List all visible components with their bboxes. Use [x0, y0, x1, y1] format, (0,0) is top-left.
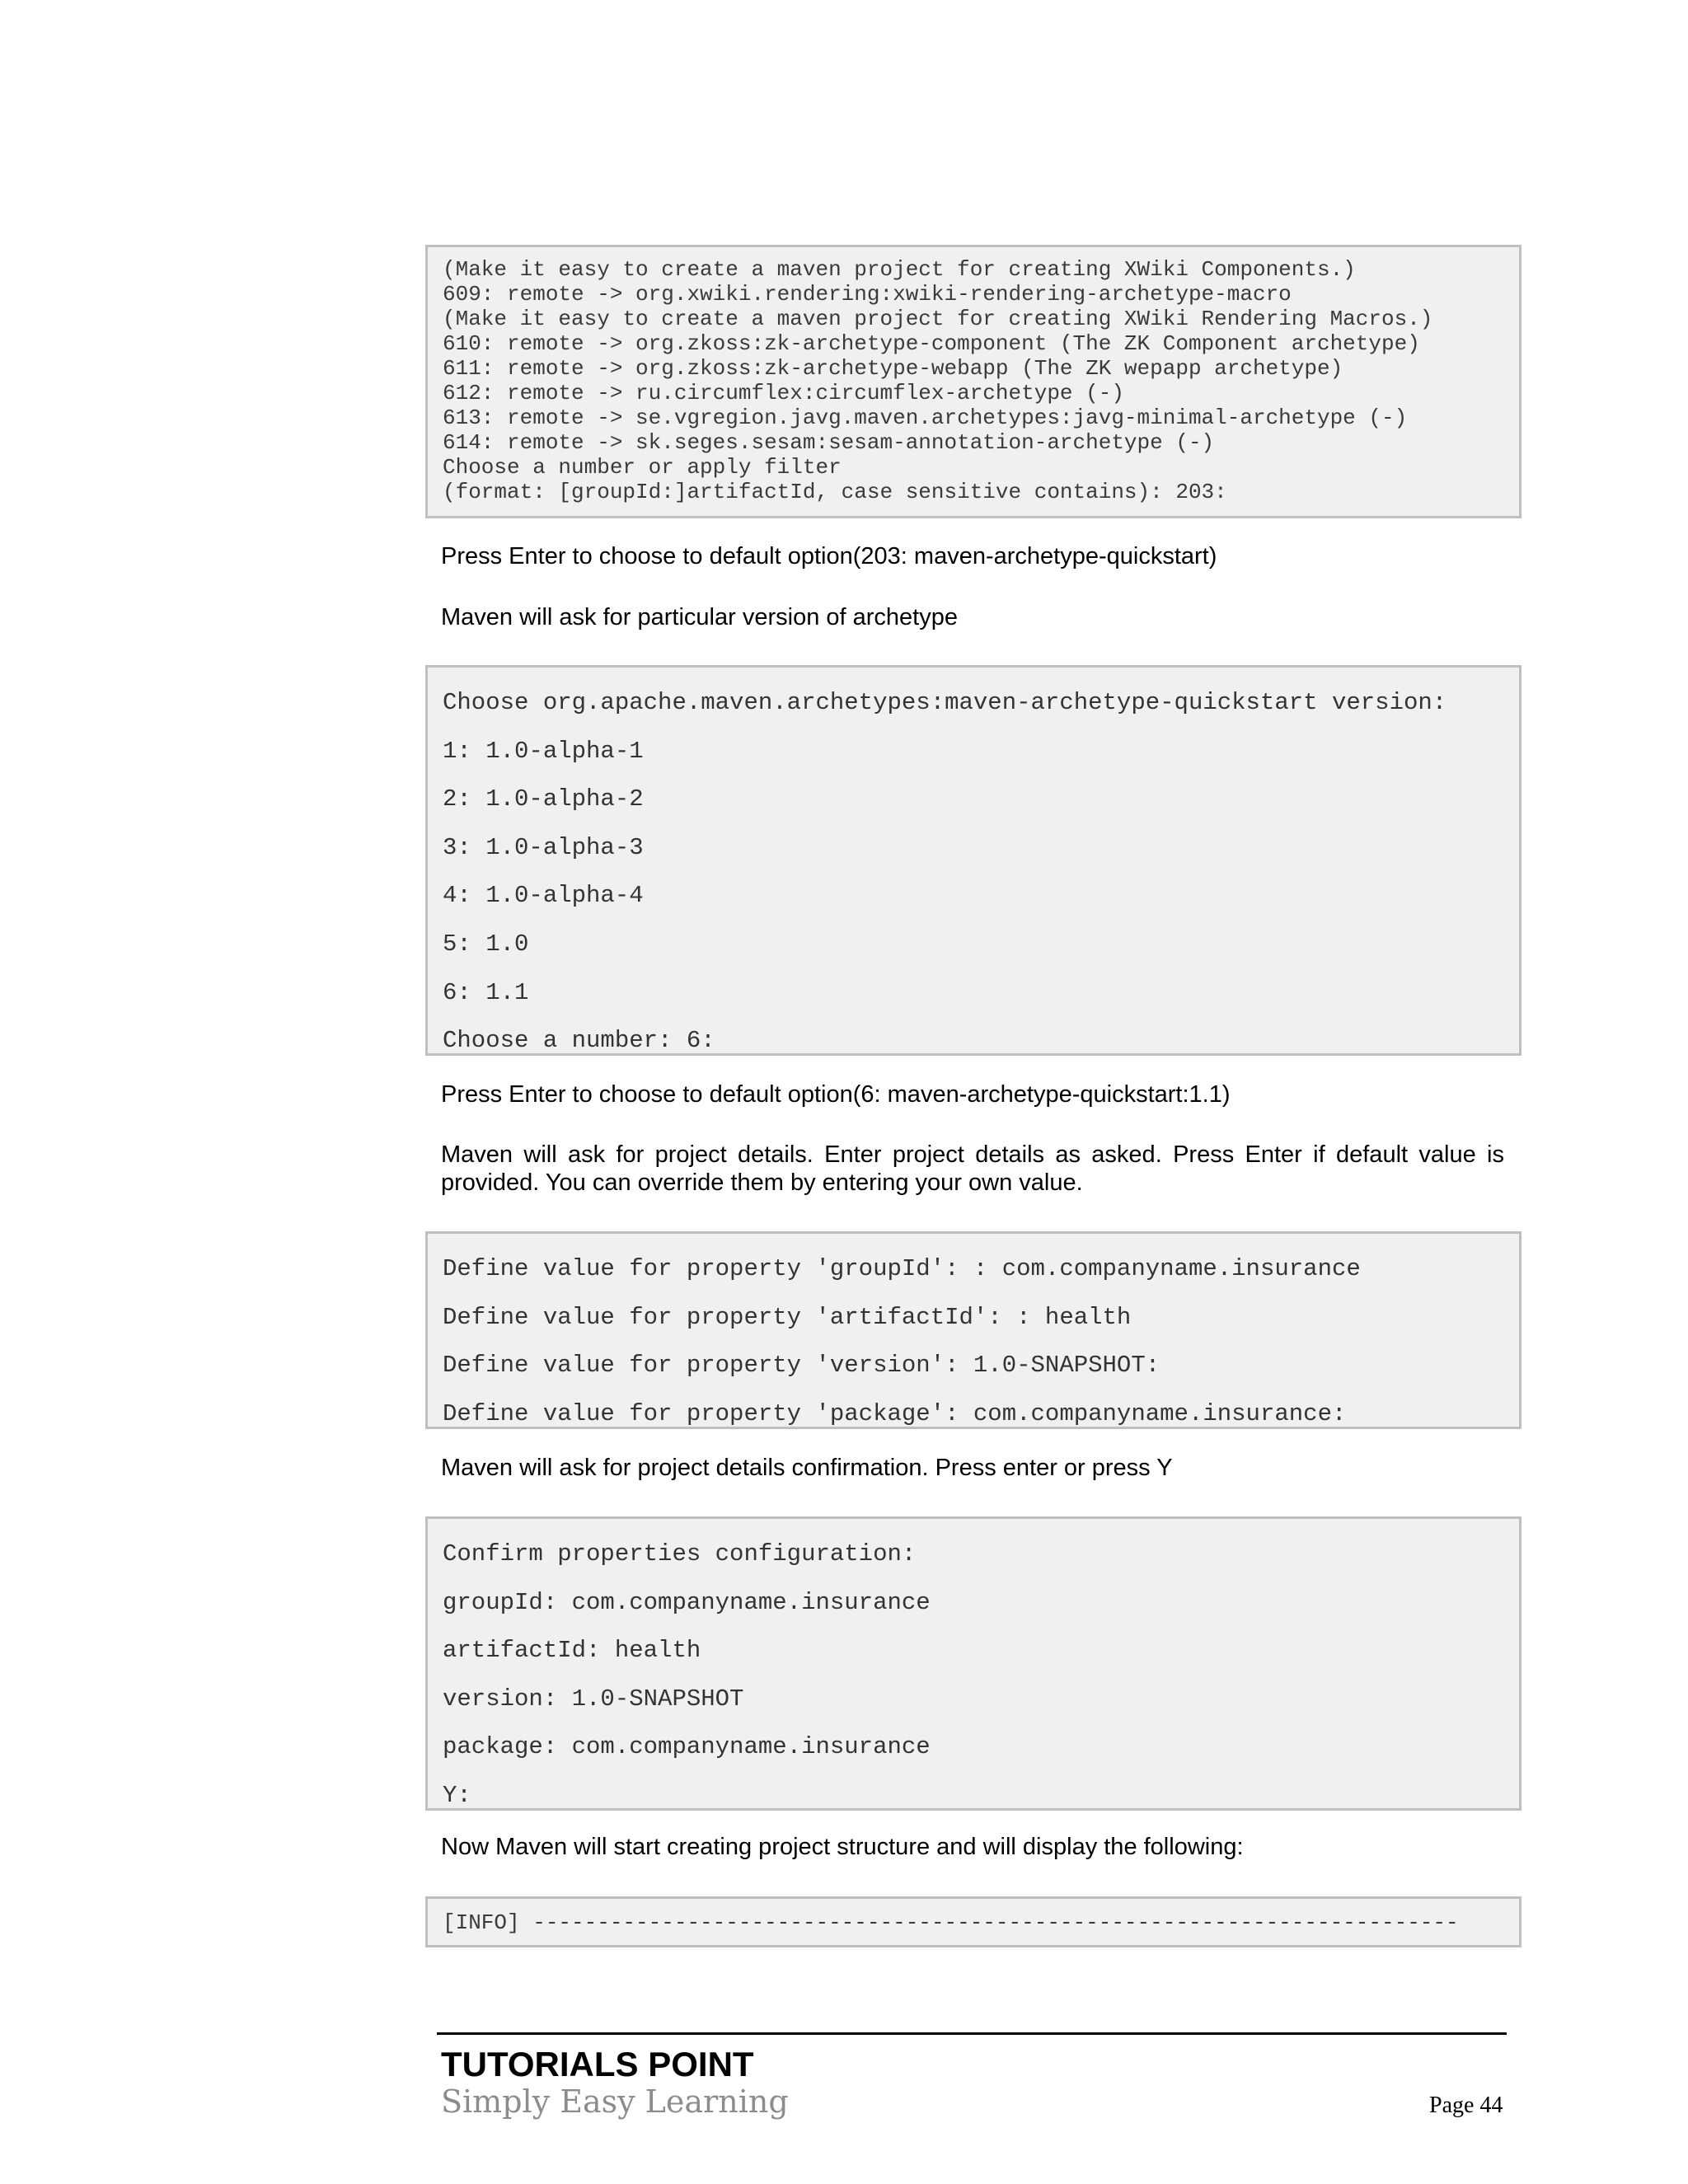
code-line: 611: remote -> org.zkoss:zk-archetype-webapp (The ZK wepapp archetype) [443, 356, 1343, 381]
code-line: 4: 1.0-alpha-4 [443, 882, 644, 910]
code-line: 2: 1.0-alpha-2 [443, 785, 644, 813]
code-line: [INFO] ------------------------------------------------------------------------ [443, 1910, 1459, 1935]
code-line: 5: 1.0 [443, 930, 529, 958]
code-line: 610: remote -> org.zkoss:zk-archetype-component (The ZK Component archetype) [443, 331, 1420, 356]
paragraph-confirmation: Maven will ask for project details confirmation. Press enter or press Y [441, 1455, 1173, 1481]
code-line: 609: remote -> org.xwiki.rendering:xwiki-rendering-archetype-macro [443, 282, 1292, 307]
code-block-confirmation [425, 1516, 1522, 1811]
page-number: Page 44 [1429, 2093, 1503, 2118]
code-line: package: com.companyname.insurance [443, 1733, 931, 1761]
paragraph-default-version: Press Enter to choose to default option(6: maven-archetype-quickstart:1.1) [441, 1081, 1231, 1108]
code-line: groupId: com.companyname.insurance [443, 1588, 931, 1616]
code-line: Define value for property 'groupId': : com.companyname.insurance [443, 1255, 1361, 1282]
paragraph-default-archetype: Press Enter to choose to default option(203: maven-archetype-quickstart) [441, 543, 1217, 569]
paragraph-ask-version: Maven will ask for particular version of archetype [441, 604, 958, 630]
code-block-archetype-list [425, 245, 1522, 518]
code-line: artifactId: health [443, 1637, 701, 1665]
code-line: 3: 1.0-alpha-3 [443, 833, 644, 861]
code-line: Define value for property 'version': 1.0-SNAPSHOT: [443, 1352, 1160, 1380]
code-line: 613: remote -> se.vgregion.javg.maven.archetypes:javg-minimal-archetype (-) [443, 405, 1408, 430]
code-line: Define value for property 'artifactId': : health [443, 1303, 1132, 1331]
footer-brand: TUTORIALS POINT [441, 2045, 754, 2083]
paragraph-project-details: Maven will ask for project details. Enter project details as asked. Press Enter if default value is provided. You can override them by entering your own value. [441, 1141, 1504, 1196]
code-block-info-output [425, 1896, 1522, 1947]
footer-divider [437, 2032, 1507, 2035]
code-line: Choose a number or apply filter [443, 455, 842, 480]
code-line: 612: remote -> ru.circumflex:circumflex-archetype (-) [443, 381, 1124, 405]
code-block-version-choice [425, 665, 1522, 1056]
paragraph-project-structure: Now Maven will start creating project structure and will display the following: [441, 1834, 1244, 1860]
code-block-project-details [425, 1231, 1522, 1429]
code-line: 1: 1.0-alpha-1 [443, 737, 644, 765]
code-line: Choose org.apache.maven.archetypes:maven-archetype-quickstart version: [443, 689, 1447, 716]
footer-tagline: Simply Easy Learning [441, 2083, 789, 2120]
code-line: 614: remote -> sk.seges.sesam:sesam-annotation-archetype (-) [443, 430, 1215, 455]
code-line: (format: [groupId:]artifactId, case sensitive contains): 203: [443, 480, 1227, 504]
code-line: Confirm properties configuration: [443, 1540, 917, 1568]
code-line: Define value for property 'package': com.companyname.insurance: [443, 1399, 1347, 1427]
code-line: (Make it easy to create a maven project for creating XWiki Rendering Macros.) [443, 307, 1433, 331]
code-line: (Make it easy to create a maven project for creating XWiki Components.) [443, 257, 1356, 282]
code-line: version: 1.0-SNAPSHOT [443, 1685, 744, 1713]
code-line: Y: [443, 1781, 471, 1809]
code-line: 6: 1.1 [443, 978, 529, 1006]
code-line: Choose a number: 6: [443, 1027, 715, 1055]
